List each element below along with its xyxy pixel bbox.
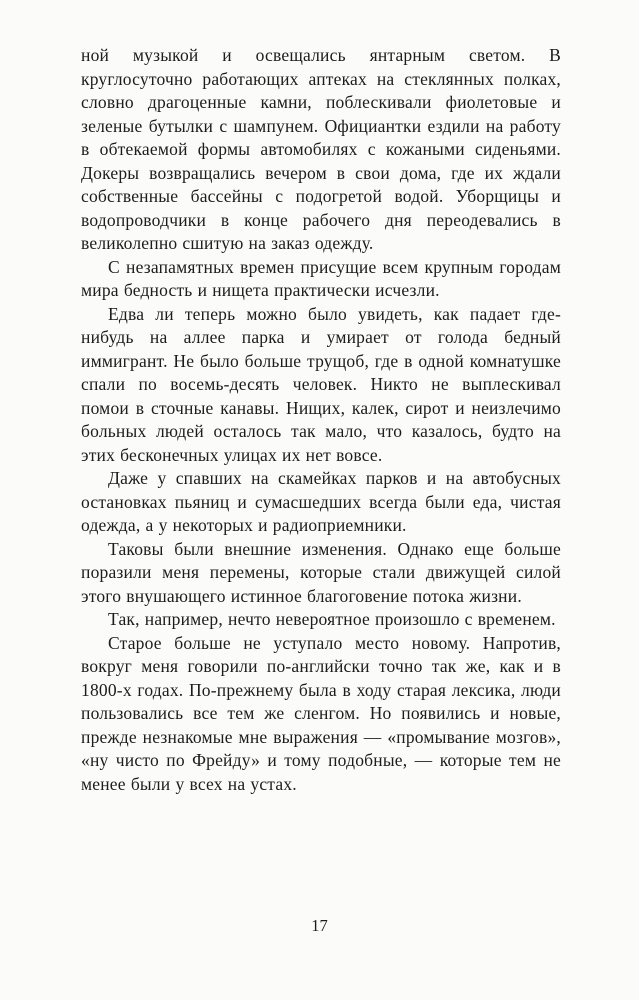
paragraph: Даже у спавших на скамейках парков и на автобусных остановках пьяниц и сумасшедших всегда были еда, чистая одежда, а у некоторых и радиоприемники.	[81, 468, 561, 535]
paragraph: Так, например, нечто невероятное произошло с временем.	[108, 609, 556, 629]
paragraph: Старое больше не уступало место новому. Напротив, вокруг меня говорили по-английски точно так же, как и в 1800-х годах. По-прежнему была в ходу старая лексика, люди пользовались все тем же сленгом. Но появились и новые, прежде незнакомые мне выражения — «промывание мозгов», «ну чисто по Фрейду» и тому подобные, — которые тем не менее были у всех на устах.	[81, 632, 561, 794]
paragraph: С незапамятных времен присущие всем крупным городам мира бедность и нищета практически исчезли.	[81, 256, 561, 300]
page-text	[81, 44, 561, 796]
paragraph: Таковы были внешние изменения. Однако еще больше поразили меня перемены, которые стали движущей силой этого внушающего истинное благоговение потока жизни.	[81, 538, 561, 606]
paragraph: Едва ли теперь можно было увидеть, как падает где-нибудь на аллее парка и умирает от голода бедный иммигрант. Не было больше трущоб, где в одной комнатушке спали по восемь-десять человек. Никто не выплескивал помои в сточные канавы. Нищих, калек, сирот и неизлечимо больных людей осталось так мало, что казалось, будто на этих бесконечных улицах их нет вовсе.	[81, 303, 561, 465]
paragraph: ной музыкой и освещались янтарным светом. В круглосуточно работающих аптеках на стеклянных полках, словно драгоценные камни, поблескивали фиолетовые и зеленые бутылки с шампунем. Официантки ездили на работу в обтекаемой формы автомобилях с кожаными сиденьями. Докеры возвращались вечером в свои дома, где их ждали собственные бассейны с подогретой водой. Уборщицы и водопроводчики в конце рабочего дня переодевались в великолепно сшитую на заказ одежду.	[81, 45, 561, 253]
page-number: 17	[311, 916, 328, 935]
